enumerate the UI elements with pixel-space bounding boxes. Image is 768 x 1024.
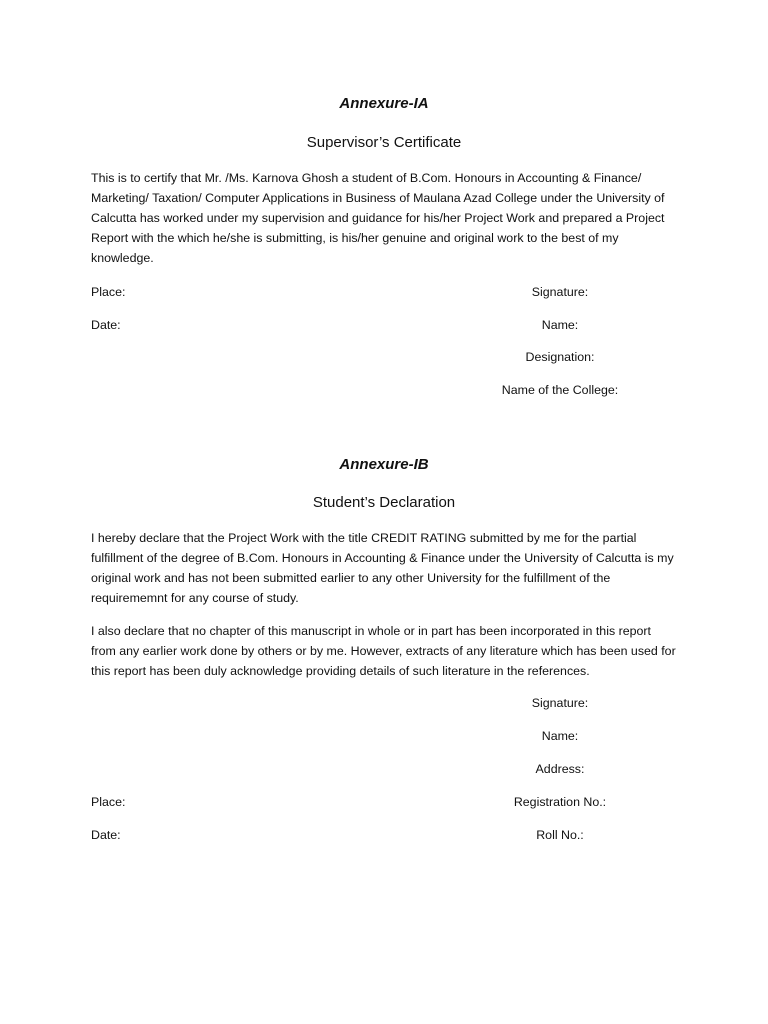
student-place-label: Place: bbox=[91, 795, 126, 809]
annexure-ia-heading: Annexure-IA bbox=[339, 95, 429, 112]
supervisor-certificate-title: Supervisor’s Certificate bbox=[306, 134, 462, 151]
student-address-label: Address: bbox=[535, 762, 585, 776]
supervisor-designation-label: Designation: bbox=[525, 350, 595, 364]
student-declaration-body-1: I hereby declare that the Project Work with the title CREDIT RATING submitted by me for the partial fulfillment of the degree of B.Com. Honours in Accounting & Finance under the University of Calcutta is my original work and has not been submitted earlier to any other University for the fulfillment of the requirememnt for any course of study. bbox=[91, 531, 674, 605]
student-registration-label: Registration No.: bbox=[513, 795, 607, 809]
student-roll-label: Roll No.: bbox=[536, 828, 584, 842]
supervisor-name-label: Name: bbox=[541, 318, 579, 332]
student-signature-label: Signature: bbox=[531, 696, 589, 710]
supervisor-place-label: Place: bbox=[91, 285, 126, 299]
supervisor-signature-label: Signature: bbox=[531, 285, 589, 299]
supervisor-date-label: Date: bbox=[91, 318, 121, 332]
supervisor-certificate-body: This is to certify that Mr. /Ms. Karnova Ghosh a student of B.Com. Honours in Accounting & Finance/ Marketing/ Taxation/ Computer Applications in Business of Maulana Azad College under the University of Calcutta has worked under my supervision and guidance for his/her Project Work and prepared a Project Report with the which he/she is submitting, is his/her genuine and original work to the best of my knowledge. bbox=[91, 171, 665, 265]
student-name-label: Name: bbox=[541, 729, 579, 743]
student-date-label: Date: bbox=[91, 828, 121, 842]
student-declaration-title: Student’s Declaration bbox=[312, 494, 456, 511]
supervisor-college-label: Name of the College: bbox=[501, 383, 619, 397]
annexure-ib-heading: Annexure-IB bbox=[339, 456, 429, 473]
student-declaration-body-2: I also declare that no chapter of this manuscript in whole or in part has been incorporated in this report from any earlier work done by others or by me. However, extracts of any literature which has been used for this report has been duly acknowledge providing details of such literature in the references. bbox=[91, 624, 676, 678]
